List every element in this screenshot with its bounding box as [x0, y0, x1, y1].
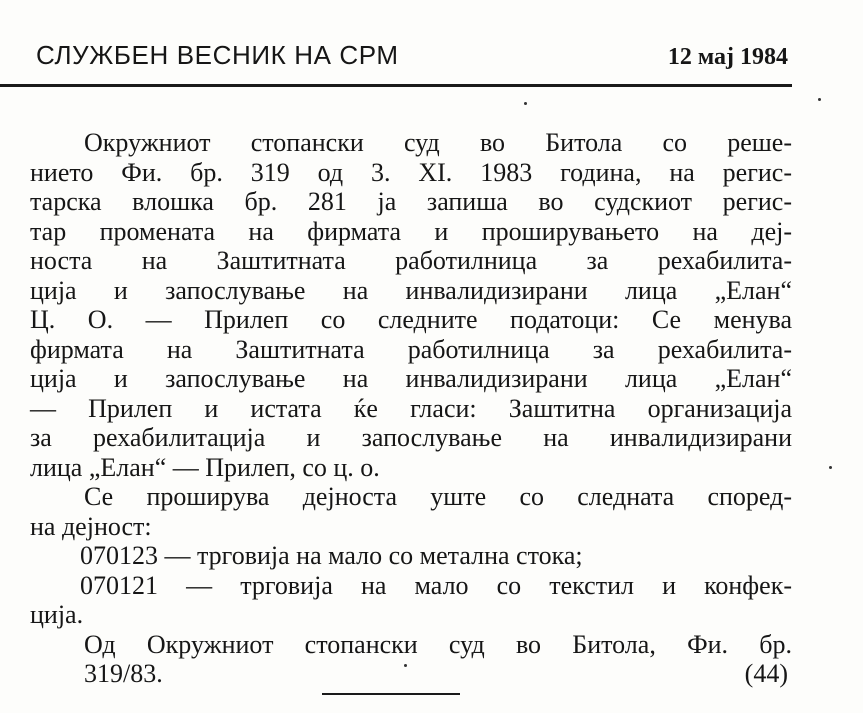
page-header: [36, 40, 788, 76]
print-speck: [524, 102, 527, 105]
text-line: нието Фи. бр. 319 од 3. XI. 1983 година, на регис-: [30, 157, 792, 187]
text-line: лица „Елан“ — Прилеп, со ц. о.: [30, 452, 380, 482]
activity-item-metal-goods: 070123 — трговија на мало со метална стока;: [80, 541, 583, 570]
print-speck: [818, 98, 821, 101]
publication-date: 12 мај 1984: [667, 44, 788, 70]
text-line: тарска влошка бр. 281 ја запиша во судскиот регис-: [30, 187, 792, 216]
text-line: фирмата на Заштитната работилница за рехабилита-: [30, 334, 792, 364]
text-line: Окружниот стопански суд во Битола со реше-: [84, 128, 792, 157]
text-line: Од Окружниот стопански суд во Битола, Фи. бр.: [84, 629, 792, 659]
reference-number: (44): [744, 659, 788, 688]
activity-item-textile: [30, 571, 792, 630]
text-line: тар промената на фирмата и проширувањето на деј-: [30, 216, 792, 246]
text-line: 070121 — трговија на мало со текстил и конфек-: [80, 570, 792, 600]
footer-divider: [322, 693, 460, 695]
text-line: Се проширува дејноста уште со следната според-: [84, 482, 792, 511]
text-line: ција и запослување на инвалидизирани лица „Елан“: [30, 364, 792, 393]
text-line: ција и запослување на инвалидизирани лица „Елан“: [30, 275, 792, 305]
paragraph-activity-extension: [30, 482, 792, 541]
article-body: [30, 128, 792, 689]
paragraph-registration: [30, 128, 792, 482]
text-line: 319/83.: [84, 659, 163, 688]
text-line: на дејност:: [30, 511, 152, 541]
header-divider: [0, 84, 792, 87]
paragraph-closing: [30, 630, 792, 689]
text-line: за рехабилитација и запослување на инвалидизирани: [30, 423, 792, 452]
text-line: Ц. О. — Прилеп со следните податоци: Се менува: [30, 305, 792, 334]
text-line: носта на Заштитната работилница за рехабилита-: [30, 246, 792, 275]
closing-last-line: [30, 659, 792, 689]
text-line: ција.: [30, 600, 84, 629]
text-line: — Прилеп и истата ќе гласи: Заштитна организација: [30, 393, 792, 423]
publication-title: СЛУЖБЕН ВЕСНИК НА СРМ: [36, 40, 399, 70]
print-speck: [404, 664, 407, 667]
print-speck: [829, 466, 832, 469]
